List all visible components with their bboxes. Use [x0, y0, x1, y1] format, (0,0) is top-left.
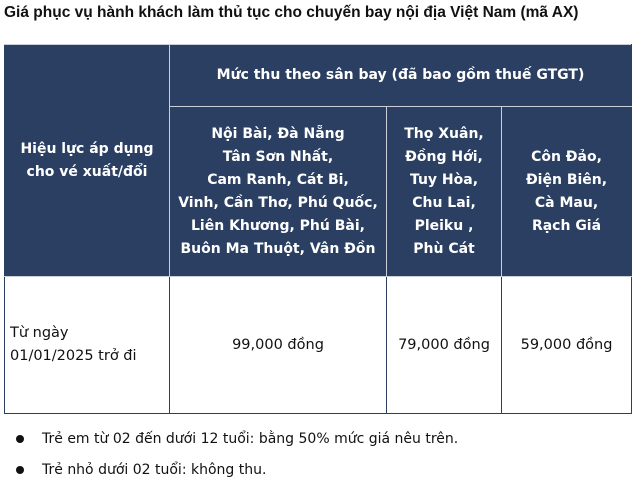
airport-name: Thọ Xuân,	[404, 125, 484, 142]
airport-name: Liên Khương, Phú Bài,	[191, 217, 365, 234]
page-title: Giá phục vụ hành khách làm thủ tục cho chuyến bay nội địa Việt Nam (mã AX)	[4, 4, 579, 21]
bullet-icon	[16, 435, 24, 443]
validity-header-line: cho vé xuất/đổi	[26, 163, 148, 180]
airport-name: Chu Lai,	[412, 194, 476, 211]
fee-cell-group-2: 79,000 đồng	[387, 277, 502, 414]
bullet-icon	[16, 466, 24, 474]
fee-cell-group-1: 99,000 đồng	[170, 277, 387, 414]
validity-header-line: Hiệu lực áp dụng	[20, 140, 154, 157]
airport-group-2-header	[387, 107, 502, 277]
airport-name: Đồng Hới,	[405, 148, 483, 165]
airport-name: Buôn Ma Thuột, Vân Đồn	[180, 240, 376, 257]
validity-period-line: Từ ngày	[10, 325, 69, 341]
table-row	[5, 277, 632, 414]
airport-name: Cà Mau,	[534, 194, 599, 211]
airport-name: Côn Đảo,	[531, 148, 602, 165]
airport-name: Tuy Hòa,	[409, 171, 479, 188]
validity-period-line: 01/01/2025 trở đi	[10, 348, 137, 364]
fee-group-header: Mức thu theo sân bay (đã bao gồm thuế GTGT)	[170, 45, 632, 107]
fee-cell-group-3: 59,000 đồng	[502, 277, 632, 414]
airport-name: Phù Cát	[413, 240, 475, 257]
fee-table	[4, 44, 632, 414]
validity-header	[5, 45, 170, 277]
note-text: Trẻ nhỏ dưới 02 tuổi: không thu.	[42, 462, 267, 478]
airport-name: Nội Bài, Đà Nẵng	[211, 125, 345, 142]
airport-name: Tân Sơn Nhất,	[222, 148, 334, 165]
list-item	[14, 460, 458, 491]
list-item	[14, 429, 458, 460]
airport-group-1-header	[170, 107, 387, 277]
airport-group-3-header	[502, 107, 632, 277]
airport-name: Điện Biên,	[525, 171, 608, 188]
airport-name: Rạch Giá	[531, 217, 602, 234]
airport-name: Pleiku ,	[414, 217, 474, 234]
airport-name: Vinh, Cần Thơ, Phú Quốc,	[178, 194, 378, 211]
note-text: Trẻ em từ 02 đến dưới 12 tuổi: bằng 50% mức giá nêu trên.	[42, 431, 459, 447]
table-header-row	[5, 45, 632, 107]
notes-list	[14, 429, 458, 491]
airport-name: Cam Ranh, Cát Bi,	[207, 171, 349, 188]
validity-period-cell	[5, 277, 170, 414]
